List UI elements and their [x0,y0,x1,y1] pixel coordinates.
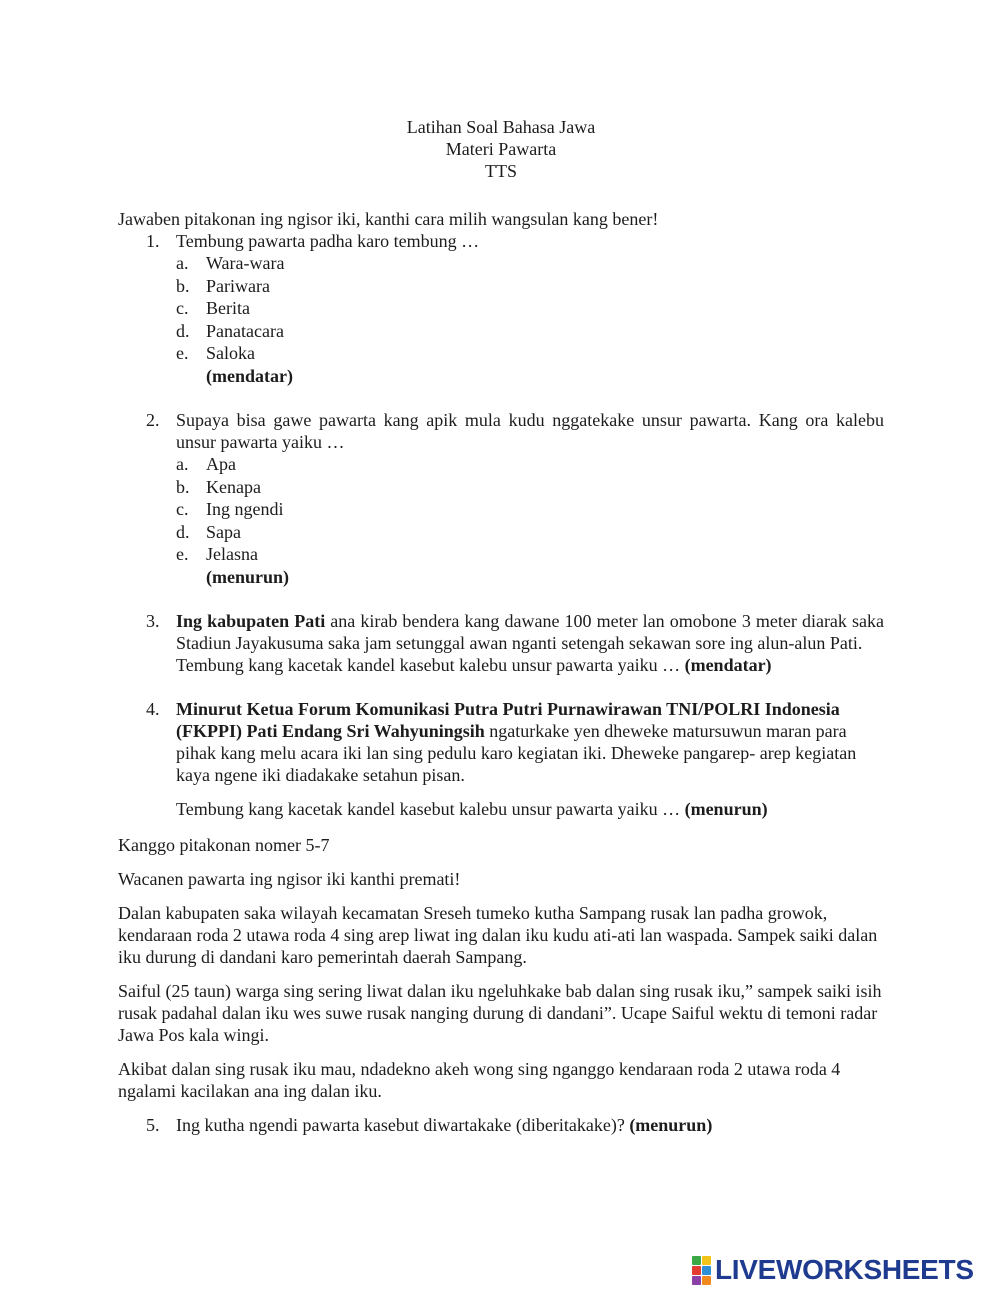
question-number: 5. [146,1115,160,1135]
worksheet-header [118,116,884,182]
title-line-1: Latihan Soal Bahasa Jawa [406,117,596,137]
direction-tag: (menurun) [206,566,290,587]
direction-tag: (mendatar) [206,365,293,386]
option-letter: b. [176,275,190,296]
logo-text: LIVEWORKSHEETS [715,1254,974,1285]
option-text: Kenapa [206,476,261,497]
option-text: Jelasna [206,544,258,564]
prompt-text: Tembung kang kacetak kandel kasebut kalebu unsur pawarta yaiku … [176,799,685,819]
passage-paragraph-2: Saiful (25 taun) warga sing sering liwat dalan iku ngeluhkake bab dalan sing rusak iku,” sampek saiki isih rusak padahal dalan iku wes suwe rusak nanging durung di dandani”. Ucape Saiful wektu di temoni radar Jawa Pos kala wingi. [118,981,882,1045]
option-letter: b. [176,476,190,497]
option-text: Panatacara [206,320,284,341]
option-c [176,297,884,320]
logo-square [692,1256,701,1265]
logo-square [702,1266,711,1275]
passage-paragraph-3: Akibat dalan sing rusak iku mau, ndadekno akeh wong sing nganggo kendaraan roda 2 utawa roda 4 ngalami kacilakan ana ing dalan iku. [118,1059,841,1101]
logo-square [692,1266,701,1275]
direction-tag: (menurun) [684,799,768,819]
option-letter: c. [176,298,189,318]
option-b [176,275,884,298]
logo-square [702,1256,711,1265]
option-text: Saloka [206,343,255,363]
option-letter: d. [176,521,190,542]
reading-instruction: Wacanen pawarta ing ngisor iki kanthi premati! [118,869,461,889]
question-number: 2. [146,410,160,430]
question-body: ana kirab bendera kang dawane 100 meter lan omobone 3 meter diarak saka Stadiun Jayakusuma saka jam setunggal awan nganti setengah sekawan sore ing alun-alun Pati. [176,611,884,653]
option-letter: a. [176,253,189,273]
option-letter: e. [176,544,189,564]
title-line-2: Materi Pawarta [445,139,557,159]
title-line-3: TTS [484,161,517,181]
question-number: 1. [146,231,160,251]
logo-grid-icon [692,1256,711,1285]
worksheet-page [118,116,884,1136]
option-a [176,252,884,275]
option-text: Berita [206,298,250,318]
option-list [176,252,884,365]
option-e [176,342,884,365]
bold-phrase: Minurut Ketua Forum Komunikasi Putra Putri Purnawirawan TNI/POLRI Indonesia (FKPPI) Pati Endang Sri Wahyuningsih [176,699,840,741]
option-a [176,453,884,476]
question-2 [118,409,884,588]
question-number: 3. [146,611,160,631]
option-letter: d. [176,320,190,341]
question-prompt [176,654,884,676]
direction-tag: (mendatar) [684,655,772,675]
question-text: Supaya bisa gawe pawarta kang apik mula kudu nggatekake unsur pawarta. Kang ora kalebu unsur pawarta yaiku … [176,410,884,452]
option-text: Ing ngendi [206,499,284,519]
direction-tag: (menurun) [629,1115,713,1135]
option-e [176,543,884,566]
instructions: Jawaben pitakonan ing ngisor iki, kanthi cara milih wangsulan kang bener! [118,209,659,229]
question-text [176,698,884,786]
passage-paragraph-1: Dalan kabupaten saka wilayah kecamatan Sreseh tumeko kutha Sampang rusak lan padha growok, kendaraan roda 2 utawa roda 4 sing arep liwat ing dalan iku kudu ati-ati lan waspada. Sampek saiki dalan iku durung di dandani karo pemerintah daerah Sampang. [118,903,878,967]
option-text: Wara-wara [206,253,285,273]
option-d [176,320,884,343]
option-d [176,521,884,544]
option-letter: e. [176,343,189,363]
question-prompt [176,798,884,820]
logo-square [692,1276,701,1285]
option-b [176,476,884,499]
question-1 [118,230,884,387]
question-body: ngaturkake yen dheweke matursuwun maran para pihak kang melu acara iki lan sing pedulu karo kegiatan iki. Dheweke pangarep- arep kegiatan kaya ngene iki diadakake setahun pisan. [176,721,857,785]
option-c [176,498,884,521]
option-text: Apa [206,454,236,474]
option-letter: a. [176,454,189,474]
prompt-text: Tembung kang kacetak kandel kasebut kalebu unsur pawarta yaiku … [176,655,685,675]
option-text: Sapa [206,521,241,542]
question-3 [118,610,884,676]
section-label: Kanggo pitakonan nomer 5-7 [118,835,330,855]
question-text [176,610,884,654]
option-letter: c. [176,499,189,519]
question-text: Tembung pawarta padha karo tembung … [176,231,480,251]
question-4 [118,698,884,820]
logo-square [702,1276,711,1285]
option-text: Pariwara [206,275,270,296]
question-number: 4. [146,699,160,719]
question-5 [118,1114,884,1136]
liveworksheets-logo [692,1255,974,1285]
question-body: Ing kutha ngendi pawarta kasebut diwartakake (diberitakake)? [176,1115,630,1135]
option-list [176,453,884,566]
question-text [176,1114,884,1136]
bold-phrase: Ing kabupaten Pati [176,611,326,631]
